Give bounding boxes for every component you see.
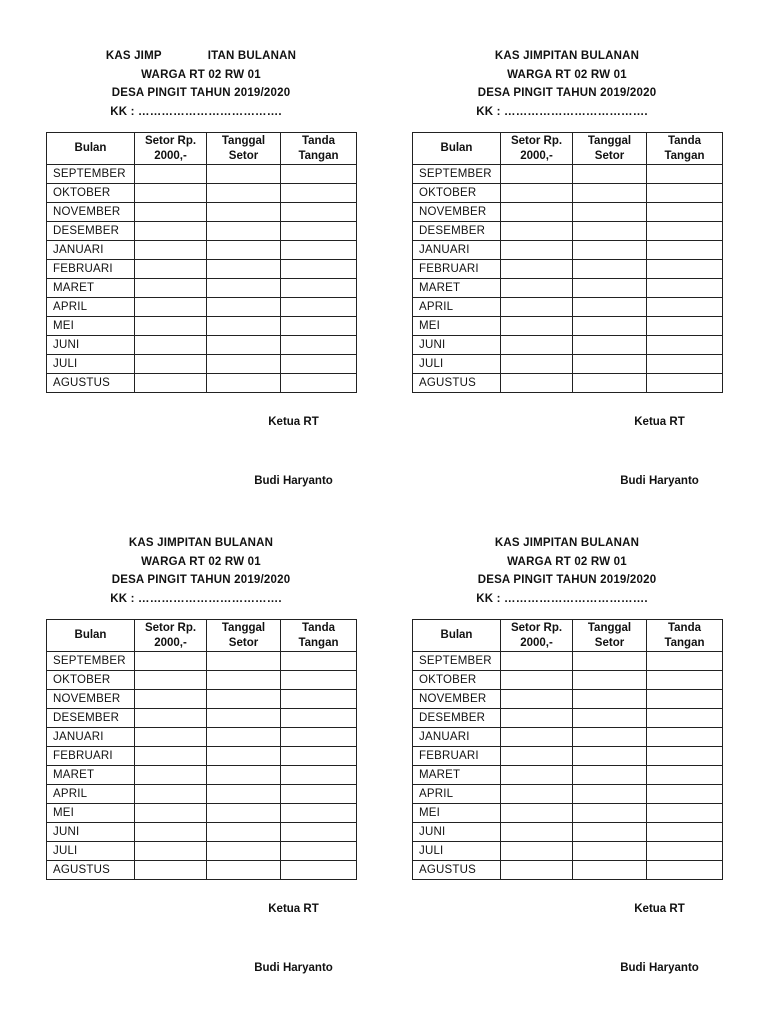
month-cell: DESEMBER [413, 222, 501, 241]
ttd-cell[interactable] [281, 804, 357, 823]
month-cell: OKTOBER [413, 184, 501, 203]
table-row [413, 671, 723, 690]
table-row [47, 241, 357, 260]
tanggal-cell[interactable] [573, 241, 647, 260]
desa-line: DESA PINGIT TAHUN 2019/2020 [111, 574, 291, 587]
table-row [47, 823, 357, 842]
col-bulan: Bulan [413, 620, 501, 652]
desa-line: DESA PINGIT TAHUN 2019/2020 [111, 87, 291, 100]
month-cell: JULI [47, 842, 135, 861]
tanggal-cell[interactable] [207, 690, 281, 709]
col-tanggal-setor: Tanggal Setor [573, 133, 647, 165]
ttd-cell[interactable] [647, 671, 723, 690]
ttd-cell[interactable] [281, 241, 357, 260]
ttd-cell[interactable] [281, 374, 357, 393]
table-row [47, 355, 357, 374]
warga-line: WARGA RT 02 RW 01 [507, 555, 627, 568]
setor-cell[interactable] [501, 690, 573, 709]
tanggal-cell[interactable] [207, 785, 281, 804]
table-row [47, 260, 357, 279]
setor-cell[interactable] [135, 785, 207, 804]
table-row [47, 317, 357, 336]
tanggal-cell[interactable] [573, 317, 647, 336]
month-cell: AGUSTUS [47, 374, 135, 393]
setor-cell[interactable] [135, 690, 207, 709]
col-tanggal-setor: Tanggal Setor [207, 133, 281, 165]
desa-line: DESA PINGIT TAHUN 2019/2020 [477, 574, 657, 587]
month-cell: FEBRUARI [47, 260, 135, 279]
month-cell: JANUARI [413, 728, 501, 747]
table-row [47, 671, 357, 690]
col-bulan: Bulan [47, 133, 135, 165]
card-title: KAS JIMP ITAN BULANAN [105, 50, 297, 62]
ketua-rt-label: Ketua RT [268, 903, 319, 915]
setor-cell[interactable] [135, 165, 207, 184]
table-row [47, 861, 357, 880]
ttd-cell[interactable] [647, 317, 723, 336]
setor-cell[interactable] [501, 747, 573, 766]
setor-cell[interactable] [501, 279, 573, 298]
table-row [413, 374, 723, 393]
tanggal-cell[interactable] [573, 298, 647, 317]
ttd-cell[interactable] [647, 298, 723, 317]
tanggal-cell[interactable] [207, 336, 281, 355]
card-title: KAS JIMPITAN BULANAN [494, 537, 640, 549]
tanggal-cell[interactable] [573, 747, 647, 766]
table-header-row [413, 620, 723, 652]
table-row [47, 165, 357, 184]
table-row [47, 747, 357, 766]
setor-cell[interactable] [501, 203, 573, 222]
setor-cell[interactable] [135, 279, 207, 298]
month-cell: MARET [413, 279, 501, 298]
col-bulan: Bulan [47, 620, 135, 652]
setor-cell[interactable] [501, 861, 573, 880]
month-cell: OKTOBER [413, 671, 501, 690]
month-cell: JUNI [413, 823, 501, 842]
tanggal-cell[interactable] [207, 671, 281, 690]
table-row [413, 260, 723, 279]
card-header [412, 534, 722, 608]
setor-cell[interactable] [501, 222, 573, 241]
table-row [47, 804, 357, 823]
table-row [47, 766, 357, 785]
ttd-cell[interactable] [647, 241, 723, 260]
ttd-cell[interactable] [647, 203, 723, 222]
month-cell: SEPTEMBER [47, 165, 135, 184]
month-cell: MEI [47, 804, 135, 823]
setor-cell[interactable] [135, 861, 207, 880]
table-row [413, 709, 723, 728]
month-cell: FEBRUARI [413, 260, 501, 279]
tanggal-cell[interactable] [207, 861, 281, 880]
tanggal-cell[interactable] [573, 203, 647, 222]
month-cell: JUNI [47, 336, 135, 355]
ttd-cell[interactable] [281, 728, 357, 747]
tanggal-cell[interactable] [573, 766, 647, 785]
month-cell: MARET [47, 766, 135, 785]
month-cell: AGUSTUS [47, 861, 135, 880]
ttd-cell[interactable] [281, 766, 357, 785]
month-cell: JUNI [413, 336, 501, 355]
setor-cell[interactable] [501, 709, 573, 728]
setor-cell[interactable] [135, 842, 207, 861]
month-cell: MEI [413, 804, 501, 823]
ttd-cell[interactable] [647, 728, 723, 747]
table-row [47, 222, 357, 241]
ttd-cell[interactable] [647, 652, 723, 671]
table-row [413, 766, 723, 785]
tanggal-cell[interactable] [207, 203, 281, 222]
ketua-rt-name: Budi Haryanto [620, 475, 699, 487]
month-cell: SEPTEMBER [413, 652, 501, 671]
tanggal-cell[interactable] [573, 842, 647, 861]
ttd-cell[interactable] [647, 766, 723, 785]
col-tanggal-setor: Tanggal Setor [573, 620, 647, 652]
month-cell: JANUARI [47, 728, 135, 747]
month-cell: JUNI [47, 823, 135, 842]
table-row [47, 336, 357, 355]
tanggal-cell[interactable] [207, 279, 281, 298]
tanggal-cell[interactable] [573, 279, 647, 298]
table-row [47, 728, 357, 747]
month-cell: OKTOBER [47, 184, 135, 203]
tanggal-cell[interactable] [207, 747, 281, 766]
month-cell: DESEMBER [413, 709, 501, 728]
card-title: KAS JIMPITAN BULANAN [128, 537, 274, 549]
ttd-cell[interactable] [281, 298, 357, 317]
month-cell: MARET [413, 766, 501, 785]
setor-cell[interactable] [501, 260, 573, 279]
kas-table [46, 619, 357, 880]
month-cell: NOVEMBER [47, 690, 135, 709]
table-row [413, 241, 723, 260]
tanggal-cell[interactable] [207, 823, 281, 842]
col-tanda-tangan: Tanda Tangan [281, 620, 357, 652]
month-cell: JULI [47, 355, 135, 374]
table-row [413, 203, 723, 222]
tanggal-cell[interactable] [207, 709, 281, 728]
table-row [47, 842, 357, 861]
ttd-cell[interactable] [281, 184, 357, 203]
ttd-cell[interactable] [281, 690, 357, 709]
month-cell: OKTOBER [47, 671, 135, 690]
ttd-cell[interactable] [647, 222, 723, 241]
ttd-cell[interactable] [647, 260, 723, 279]
ttd-cell[interactable] [647, 184, 723, 203]
col-setor: Setor Rp. 2000,- [135, 620, 207, 652]
tanggal-cell[interactable] [573, 260, 647, 279]
setor-cell[interactable] [501, 165, 573, 184]
kas-card [412, 534, 722, 974]
month-cell: APRIL [47, 785, 135, 804]
tanggal-cell[interactable] [207, 804, 281, 823]
tanggal-cell[interactable] [573, 222, 647, 241]
table-row [47, 203, 357, 222]
setor-cell[interactable] [135, 241, 207, 260]
tanggal-cell[interactable] [573, 690, 647, 709]
month-cell: APRIL [413, 298, 501, 317]
ttd-cell[interactable] [281, 222, 357, 241]
setor-cell[interactable] [135, 766, 207, 785]
card-header [46, 534, 356, 608]
table-row [413, 222, 723, 241]
kk-line: KK : ………………………………. [110, 592, 282, 605]
tanggal-cell[interactable] [207, 842, 281, 861]
month-cell: MEI [413, 317, 501, 336]
tanggal-cell[interactable] [207, 260, 281, 279]
month-cell: JULI [413, 355, 501, 374]
table-row [413, 690, 723, 709]
month-cell: DESEMBER [47, 709, 135, 728]
ketua-rt-label: Ketua RT [634, 903, 685, 915]
setor-cell[interactable] [135, 203, 207, 222]
ttd-cell[interactable] [281, 842, 357, 861]
tanggal-cell[interactable] [573, 785, 647, 804]
table-row [47, 690, 357, 709]
card-header [46, 47, 356, 121]
table-row [47, 279, 357, 298]
ttd-cell[interactable] [281, 671, 357, 690]
table-row [47, 374, 357, 393]
month-cell: JANUARI [413, 241, 501, 260]
kk-line: KK : ………………………………. [110, 105, 282, 118]
setor-cell[interactable] [501, 374, 573, 393]
ttd-cell[interactable] [647, 842, 723, 861]
ttd-cell[interactable] [647, 165, 723, 184]
table-row [413, 804, 723, 823]
tanggal-cell[interactable] [573, 374, 647, 393]
ttd-cell[interactable] [647, 374, 723, 393]
setor-cell[interactable] [501, 241, 573, 260]
ttd-cell[interactable] [647, 747, 723, 766]
setor-cell[interactable] [135, 374, 207, 393]
table-row [413, 279, 723, 298]
ttd-cell[interactable] [281, 279, 357, 298]
ttd-cell[interactable] [281, 823, 357, 842]
col-setor: Setor Rp. 2000,- [501, 133, 573, 165]
setor-cell[interactable] [501, 336, 573, 355]
ttd-cell[interactable] [281, 260, 357, 279]
table-row [413, 785, 723, 804]
setor-cell[interactable] [501, 671, 573, 690]
setor-cell[interactable] [501, 317, 573, 336]
month-cell: APRIL [47, 298, 135, 317]
ttd-cell[interactable] [281, 652, 357, 671]
setor-cell[interactable] [135, 709, 207, 728]
month-cell: SEPTEMBER [413, 165, 501, 184]
table-row [47, 184, 357, 203]
setor-cell[interactable] [135, 355, 207, 374]
tanggal-cell[interactable] [207, 184, 281, 203]
tanggal-cell[interactable] [573, 709, 647, 728]
table-row [413, 842, 723, 861]
col-setor: Setor Rp. 2000,- [135, 133, 207, 165]
table-row [413, 184, 723, 203]
month-cell: JANUARI [47, 241, 135, 260]
setor-cell[interactable] [501, 804, 573, 823]
tanggal-cell[interactable] [573, 671, 647, 690]
tanggal-cell[interactable] [573, 165, 647, 184]
month-cell: DESEMBER [47, 222, 135, 241]
kk-line: KK : ………………………………. [476, 105, 648, 118]
warga-line: WARGA RT 02 RW 01 [507, 68, 627, 81]
setor-cell[interactable] [135, 804, 207, 823]
setor-cell[interactable] [501, 184, 573, 203]
month-cell: SEPTEMBER [47, 652, 135, 671]
month-cell: FEBRUARI [47, 747, 135, 766]
table-header-row [413, 133, 723, 165]
ketua-rt-label: Ketua RT [634, 416, 685, 428]
col-bulan: Bulan [413, 133, 501, 165]
setor-cell[interactable] [135, 317, 207, 336]
setor-cell[interactable] [501, 823, 573, 842]
tanggal-cell[interactable] [207, 374, 281, 393]
col-setor: Setor Rp. 2000,- [501, 620, 573, 652]
table-row [413, 652, 723, 671]
table-row [413, 823, 723, 842]
setor-cell[interactable] [135, 671, 207, 690]
month-cell: FEBRUARI [413, 747, 501, 766]
col-tanda-tangan: Tanda Tangan [647, 620, 723, 652]
tanggal-cell[interactable] [573, 184, 647, 203]
setor-cell[interactable] [501, 785, 573, 804]
ttd-cell[interactable] [281, 336, 357, 355]
col-tanda-tangan: Tanda Tangan [647, 133, 723, 165]
setor-cell[interactable] [135, 728, 207, 747]
tanggal-cell[interactable] [573, 336, 647, 355]
month-cell: MEI [47, 317, 135, 336]
setor-cell[interactable] [501, 355, 573, 374]
table-row [47, 785, 357, 804]
tanggal-cell[interactable] [573, 823, 647, 842]
warga-line: WARGA RT 02 RW 01 [141, 555, 261, 568]
desa-line: DESA PINGIT TAHUN 2019/2020 [477, 87, 657, 100]
setor-cell[interactable] [135, 298, 207, 317]
ttd-cell[interactable] [281, 747, 357, 766]
table-row [413, 861, 723, 880]
ttd-cell[interactable] [647, 279, 723, 298]
table-row [413, 747, 723, 766]
tanggal-cell[interactable] [207, 317, 281, 336]
ttd-cell[interactable] [281, 861, 357, 880]
table-row [413, 317, 723, 336]
ketua-rt-name: Budi Haryanto [254, 962, 333, 974]
table-row [47, 709, 357, 728]
setor-cell[interactable] [135, 260, 207, 279]
tanggal-cell[interactable] [573, 355, 647, 374]
tanggal-cell[interactable] [207, 652, 281, 671]
table-row [47, 298, 357, 317]
ttd-cell[interactable] [647, 355, 723, 374]
table-row [413, 728, 723, 747]
tanggal-cell[interactable] [573, 804, 647, 823]
kas-card [46, 47, 356, 487]
col-tanggal-setor: Tanggal Setor [207, 620, 281, 652]
month-cell: NOVEMBER [413, 203, 501, 222]
table-row [47, 652, 357, 671]
card-header [412, 47, 722, 121]
setor-cell[interactable] [135, 823, 207, 842]
tanggal-cell[interactable] [207, 222, 281, 241]
table-header-row [47, 133, 357, 165]
ttd-cell[interactable] [281, 203, 357, 222]
table-row [413, 336, 723, 355]
tanggal-cell[interactable] [573, 728, 647, 747]
tanggal-cell[interactable] [207, 165, 281, 184]
tanggal-cell[interactable] [207, 241, 281, 260]
setor-cell[interactable] [501, 842, 573, 861]
table-header-row [47, 620, 357, 652]
month-cell: APRIL [413, 785, 501, 804]
tanggal-cell[interactable] [207, 298, 281, 317]
tanggal-cell[interactable] [573, 652, 647, 671]
card-title: KAS JIMPITAN BULANAN [494, 50, 640, 62]
table-row [413, 165, 723, 184]
ttd-cell[interactable] [647, 690, 723, 709]
month-cell: NOVEMBER [47, 203, 135, 222]
ketua-rt-name: Budi Haryanto [254, 475, 333, 487]
month-cell: NOVEMBER [413, 690, 501, 709]
kk-line: KK : ………………………………. [476, 592, 648, 605]
ttd-cell[interactable] [647, 804, 723, 823]
ketua-rt-name: Budi Haryanto [620, 962, 699, 974]
ttd-cell[interactable] [647, 785, 723, 804]
ttd-cell[interactable] [647, 336, 723, 355]
month-cell: AGUSTUS [413, 374, 501, 393]
ttd-cell[interactable] [281, 165, 357, 184]
ttd-cell[interactable] [647, 823, 723, 842]
col-tanda-tangan: Tanda Tangan [281, 133, 357, 165]
kas-table [412, 132, 723, 393]
kas-card [412, 47, 722, 487]
setor-cell[interactable] [135, 652, 207, 671]
setor-cell[interactable] [501, 298, 573, 317]
kas-card [46, 534, 356, 974]
ttd-cell[interactable] [281, 317, 357, 336]
month-cell: JULI [413, 842, 501, 861]
ttd-cell[interactable] [647, 709, 723, 728]
ttd-cell[interactable] [281, 355, 357, 374]
setor-cell[interactable] [135, 336, 207, 355]
setor-cell[interactable] [135, 184, 207, 203]
tanggal-cell[interactable] [207, 766, 281, 785]
setor-cell[interactable] [135, 747, 207, 766]
setor-cell[interactable] [501, 652, 573, 671]
month-cell: AGUSTUS [413, 861, 501, 880]
month-cell: MARET [47, 279, 135, 298]
ttd-cell[interactable] [647, 861, 723, 880]
kas-table [412, 619, 723, 880]
setor-cell[interactable] [501, 728, 573, 747]
table-row [413, 355, 723, 374]
setor-cell[interactable] [501, 766, 573, 785]
kas-table [46, 132, 357, 393]
ketua-rt-label: Ketua RT [268, 416, 319, 428]
tanggal-cell[interactable] [207, 728, 281, 747]
ttd-cell[interactable] [281, 785, 357, 804]
ttd-cell[interactable] [281, 709, 357, 728]
setor-cell[interactable] [135, 222, 207, 241]
tanggal-cell[interactable] [573, 861, 647, 880]
warga-line: WARGA RT 02 RW 01 [141, 68, 261, 81]
table-row [413, 298, 723, 317]
tanggal-cell[interactable] [207, 355, 281, 374]
